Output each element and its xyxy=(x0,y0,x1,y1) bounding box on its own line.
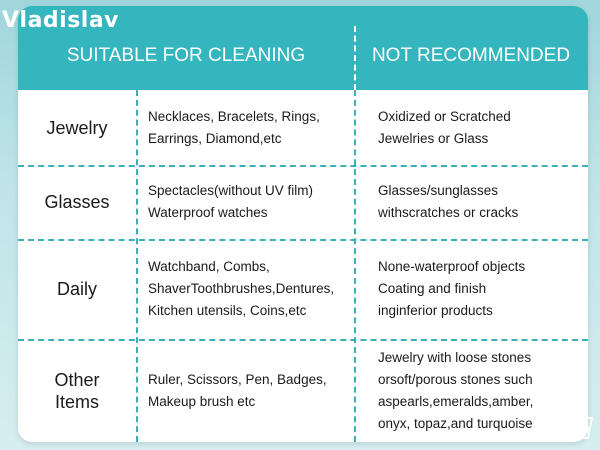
svg-text:BAZAR: BAZAR xyxy=(551,425,591,436)
table-row xyxy=(18,240,588,338)
table-row xyxy=(18,92,588,164)
comparison-table xyxy=(18,6,591,442)
row-suitable: Necklaces, Bracelets, Rings, Earrings, Diamond,etc xyxy=(148,109,320,146)
table-row xyxy=(18,340,591,442)
table-row xyxy=(18,166,588,238)
row-suitable: Spectacles(without UV film) Waterproof watches xyxy=(148,183,314,220)
row-category: Glasses xyxy=(44,192,110,212)
row-not-recommended: Glasses/sunglasses withscratches or cracks xyxy=(378,183,519,220)
row-category: Jewelry xyxy=(46,118,108,138)
row-category: Daily xyxy=(56,279,97,299)
row-not-recommended: Jewelry with loose stones orsoft/porous stones such aspearls,emeralds,amber, onyx, topaz,and turquoise xyxy=(378,350,534,431)
header-not-recommended: NOT RECOMMENDED FOR xyxy=(371,45,571,166)
row-not-recommended: Oxidized or Scratched Jewelries or Glass xyxy=(378,109,511,146)
row-not-recommended: None-waterproof objects Coating and finish inginferior products xyxy=(378,259,526,318)
row-suitable: Ruler, Scissors, Pen, Badges, Makeup brush etc xyxy=(148,372,327,409)
bazar-logo-icon xyxy=(544,408,598,448)
row-suitable: Watchband, Combs, ShaverToothbrushes,Dentures, Kitchen utensils, Coins,etc xyxy=(148,259,335,318)
row-category: Other Items xyxy=(54,370,100,412)
watermark-text: Vladislav xyxy=(2,8,120,33)
header-suitable: SUITABLE FOR CLEANING xyxy=(66,45,306,66)
